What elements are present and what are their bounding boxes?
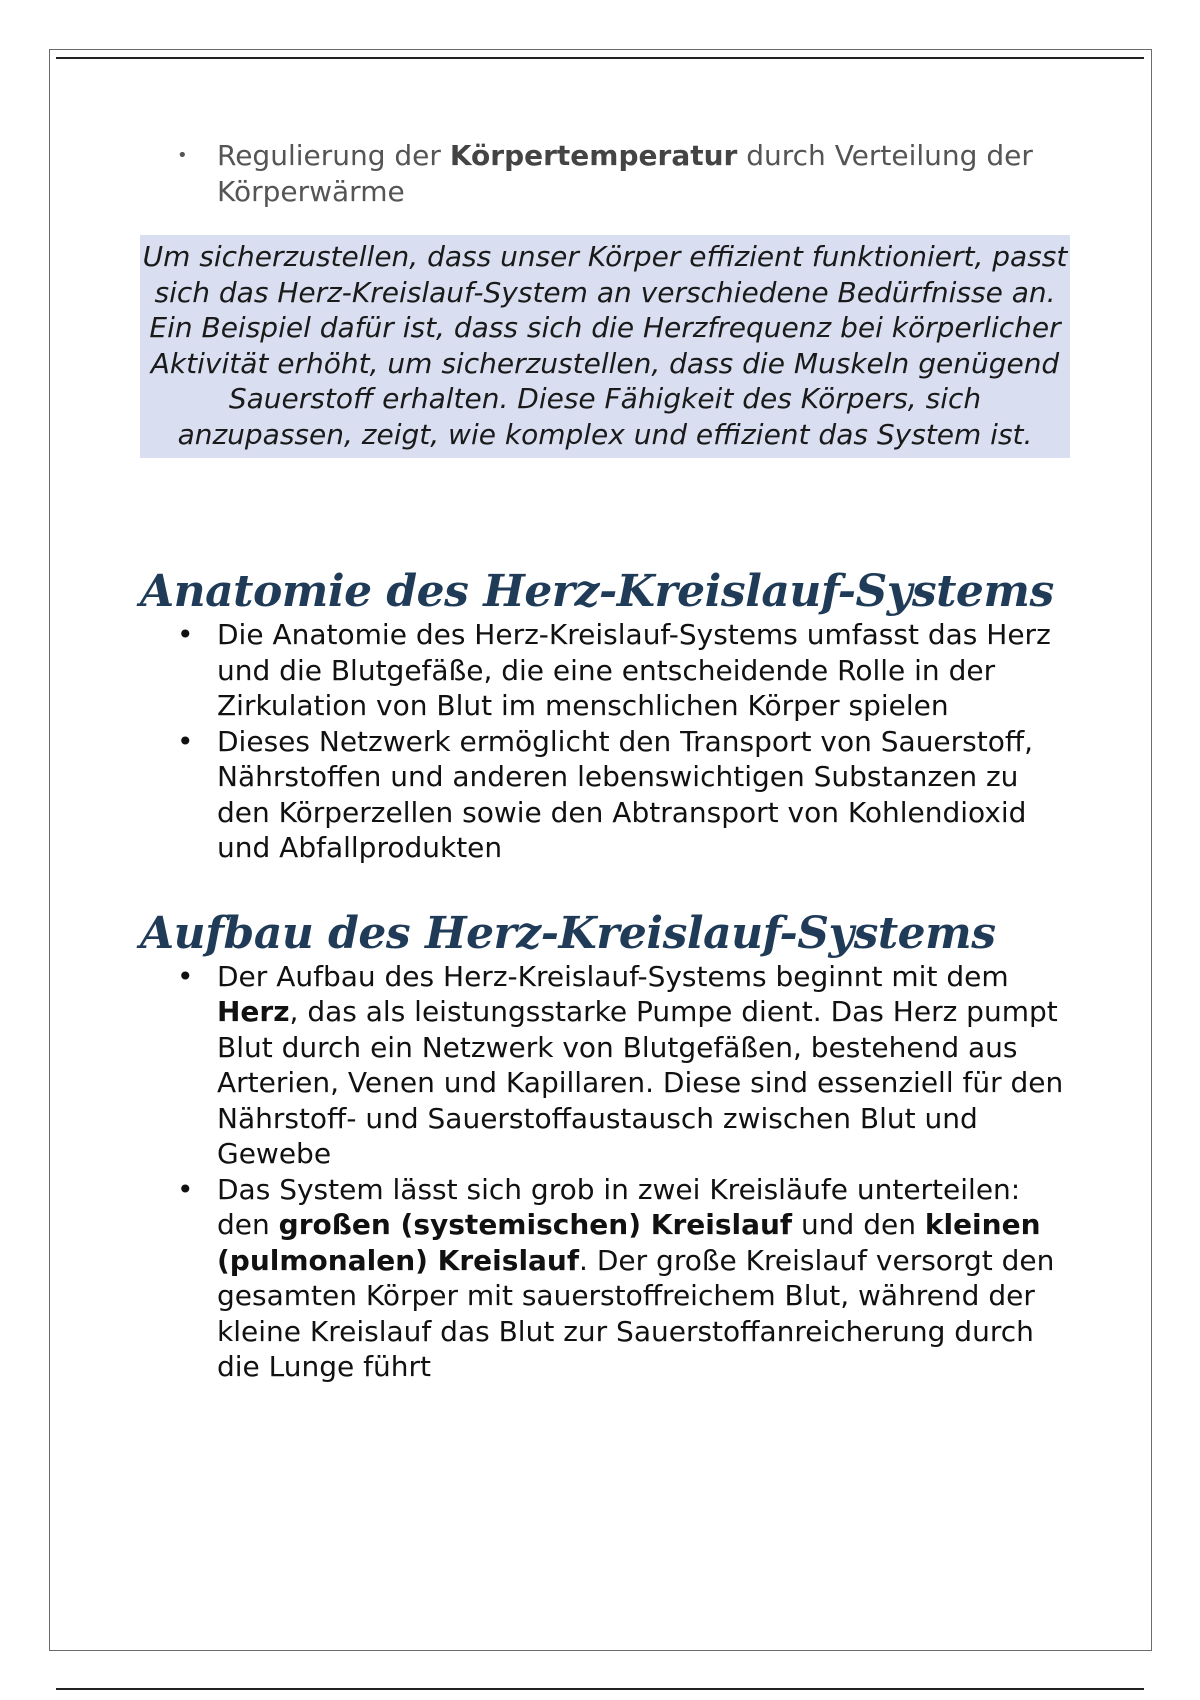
aufbau-bullet-1-text-a: Der Aufbau des Herz-Kreislauf-Systems beginnt mit dem (217, 959, 1009, 993)
heading-anatomie: Anatomie des Herz-Kreislauf-Systems (140, 566, 1054, 617)
aufbau-bold-grosser-kreislauf: großen (systemischen) Kreislauf (278, 1208, 793, 1241)
list-item (140, 617, 1070, 724)
page-content (140, 138, 1070, 1385)
aufbau-bullet-2-text-e: . Der große Kreislauf versorgt den gesamten Körper mit sauerstoffreichem Blut, während der kleine Kreislauf das Blut zur Sauerstoffanreicherung durch die Lunge führt (217, 1243, 1055, 1383)
bottom-rule (56, 1688, 1144, 1690)
aufbau-bold-kleiner-kreislauf: kleinen (pulmonalen) Kreislauf (217, 1208, 1041, 1277)
aufbau-bullet-2-text-a: Das System lässt sich grob in zwei Kreisläufe unterteilen: den (217, 1172, 1021, 1241)
aufbau-bullet-1-text-c: , das als leistungsstarke Pumpe dient. Das Herz pumpt Blut durch ein Netzwerk von Blutgefäßen, bestehend aus Arterien, Venen und Kapillaren. Diese sind essenziell für den Nährstoff- und Sauerstoffaustausch zwischen Blut und Gewebe (217, 995, 1064, 1170)
bullet-icon: • (177, 618, 194, 651)
anatomie-list (140, 617, 1070, 866)
bullet-icon: • (177, 145, 188, 166)
anatomie-bullet-1: Die Anatomie des Herz-Kreislauf-Systems umfasst das Herz und die Blutgefäße, die eine entscheidende Rolle in der Zirkulation von Blut im menschlichen Körper spielen (217, 618, 1051, 722)
intro-text-before: Regulierung der (217, 139, 450, 172)
bullet-icon: • (177, 724, 194, 758)
list-item (140, 724, 1070, 866)
bullet-icon: • (177, 959, 194, 993)
list-item (140, 138, 1070, 209)
list-item (140, 959, 1070, 1172)
aufbau-list (140, 959, 1070, 1385)
anatomie-bullet-2: Dieses Netzwerk ermöglicht den Transport von Sauerstoff, Nährstoffen und anderen lebenswichtigen Substanzen zu den Körperzellen sowie den Abtransport von Kohlendioxid und Abfallprodukten (217, 724, 1034, 864)
aufbau-bold-herz: Herz (217, 995, 290, 1028)
heading-aufbau: Aufbau des Herz-Kreislauf-Systems (140, 907, 996, 959)
intro-list (140, 138, 1070, 209)
top-rule (56, 57, 1144, 59)
highlight-callout: Um sicherzustellen, dass unser Körper effizient funktioniert, passt sich das Herz-Kreislauf-System an verschiedene Bedürfnisse an. Ein Beispiel dafür ist, dass sich die Herzfrequenz bei körperlicher Aktivität erhöht, um sicherzustellen, dass die Muskeln genügend Sauerstoff erhalten. Diese Fähigkeit des Körpers, sich anzupassen, zeigt, wie komplex und effizient das System ist. (140, 235, 1070, 458)
list-item (140, 1172, 1070, 1385)
intro-text-after: durch Verteilung der Körperwärme (217, 139, 1033, 208)
intro-bold-term: Körpertemperatur (449, 139, 738, 172)
aufbau-bullet-2-text-c: und den (792, 1208, 925, 1241)
bullet-icon: • (177, 1172, 194, 1206)
